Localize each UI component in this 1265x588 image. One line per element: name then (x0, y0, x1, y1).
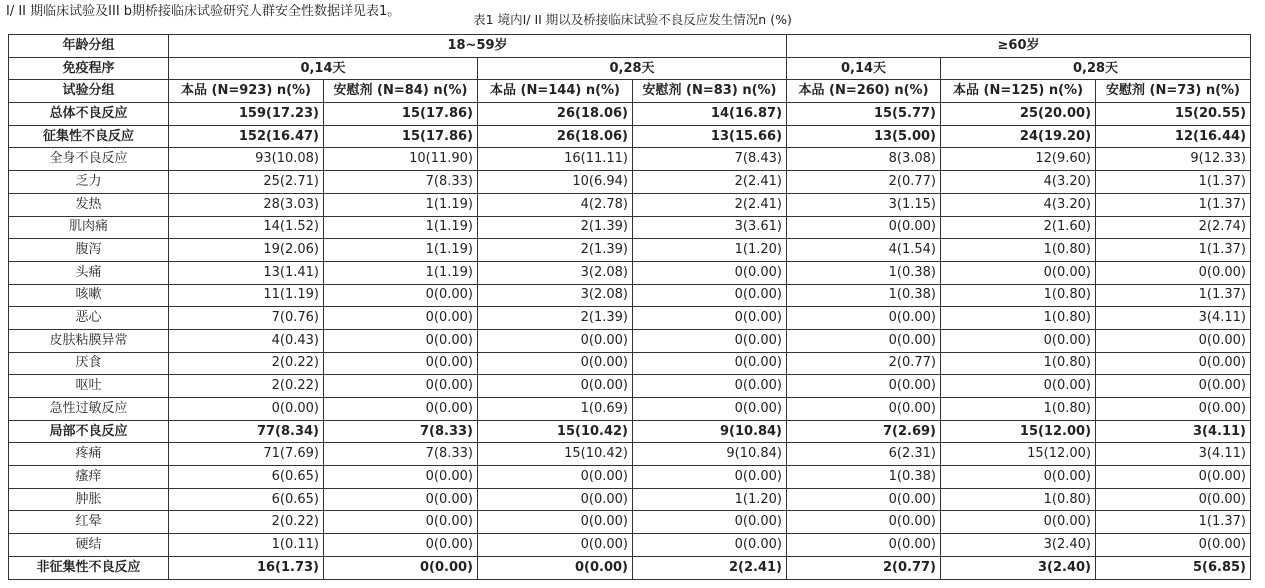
row-value-cell: 0(0.00) (633, 352, 787, 375)
row-label: 急性过敏反应 (9, 398, 169, 421)
row-value-cell: 10(6.94) (478, 171, 633, 194)
table-row (9, 171, 1251, 194)
row-label: 征集性不良反应 (9, 125, 169, 148)
row-label: 恶心 (9, 307, 169, 330)
row-value-cell: 2(1.39) (478, 239, 633, 262)
header-group-cell: 本品 (N=125) n(%) (941, 80, 1096, 103)
header-group-cell: 安慰剂 (N=84) n(%) (324, 80, 478, 103)
row-label: 厌食 (9, 352, 169, 375)
row-value-cell: 4(2.78) (478, 193, 633, 216)
row-value-cell: 0(0.00) (633, 398, 787, 421)
row-value-cell: 0(0.00) (941, 511, 1096, 534)
table-row (9, 556, 1251, 579)
row-value-cell: 0(0.00) (478, 466, 633, 489)
row-value-cell: 0(0.00) (478, 556, 633, 579)
row-value-cell: 12(16.44) (1096, 125, 1251, 148)
header-group-cell: 本品 (N=260) n(%) (787, 80, 941, 103)
row-label: 硬结 (9, 534, 169, 557)
row-value-cell: 10(11.90) (324, 148, 478, 171)
row-value-cell: 0(0.00) (633, 329, 787, 352)
row-value-cell: 1(0.38) (787, 284, 941, 307)
row-value-cell: 0(0.00) (633, 375, 787, 398)
row-value-cell: 0(0.00) (787, 329, 941, 352)
row-label: 全身不良反应 (9, 148, 169, 171)
intro-text: I/ II 期临床试验及III b期桥接临床试验研究人群安全性数据详见表1。 (6, 4, 401, 19)
row-value-cell: 16(11.11) (478, 148, 633, 171)
row-value-cell: 12(9.60) (941, 148, 1096, 171)
row-value-cell: 2(2.74) (1096, 216, 1251, 239)
row-value-cell: 1(1.19) (324, 239, 478, 262)
row-value-cell: 0(0.00) (324, 398, 478, 421)
header-row-age (9, 35, 1251, 58)
row-label: 红晕 (9, 511, 169, 534)
row-value-cell: 5(6.85) (1096, 556, 1251, 579)
header-row-group (9, 80, 1251, 103)
row-value-cell: 1(0.80) (941, 398, 1096, 421)
row-label: 咳嗽 (9, 284, 169, 307)
row-value-cell: 0(0.00) (787, 398, 941, 421)
table-row (9, 398, 1251, 421)
row-label: 肿胀 (9, 488, 169, 511)
row-value-cell: 13(15.66) (633, 125, 787, 148)
row-value-cell: 0(0.00) (1096, 398, 1251, 421)
row-value-cell: 2(1.39) (478, 307, 633, 330)
table-row (9, 125, 1251, 148)
row-value-cell: 7(8.33) (324, 420, 478, 443)
row-value-cell: 0(0.00) (478, 375, 633, 398)
row-value-cell: 0(0.00) (324, 375, 478, 398)
row-value-cell: 3(1.15) (787, 193, 941, 216)
header-row-schedule (9, 57, 1251, 80)
row-value-cell: 0(0.00) (941, 329, 1096, 352)
row-value-cell: 9(12.33) (1096, 148, 1251, 171)
row-value-cell: 14(16.87) (633, 103, 787, 126)
table-row (9, 193, 1251, 216)
row-label: 皮肤粘膜异常 (9, 329, 169, 352)
row-value-cell: 0(0.00) (787, 307, 941, 330)
row-value-cell: 19(2.06) (169, 239, 324, 262)
row-value-cell: 3(3.61) (633, 216, 787, 239)
row-value-cell: 6(0.65) (169, 466, 324, 489)
row-value-cell: 6(0.65) (169, 488, 324, 511)
row-value-cell: 0(0.00) (169, 398, 324, 421)
row-value-cell: 2(0.77) (787, 171, 941, 194)
row-value-cell: 93(10.08) (169, 148, 324, 171)
row-value-cell: 2(0.77) (787, 556, 941, 579)
row-value-cell: 0(0.00) (324, 534, 478, 557)
row-label: 腹泻 (9, 239, 169, 262)
row-label: 头痛 (9, 261, 169, 284)
row-value-cell: 0(0.00) (1096, 375, 1251, 398)
table-row (9, 307, 1251, 330)
row-label: 发热 (9, 193, 169, 216)
row-value-cell: 8(3.08) (787, 148, 941, 171)
row-value-cell: 2(0.22) (169, 511, 324, 534)
row-value-cell: 15(12.00) (941, 443, 1096, 466)
header-group-cell: 本品 (N=923) n(%) (169, 80, 324, 103)
row-value-cell: 77(8.34) (169, 420, 324, 443)
table-row (9, 284, 1251, 307)
header-schedule-0-28-young: 0,28天 (478, 57, 787, 80)
row-value-cell: 1(0.80) (941, 239, 1096, 262)
row-value-cell: 0(0.00) (324, 488, 478, 511)
table-row (9, 466, 1251, 489)
row-value-cell: 3(4.11) (1096, 307, 1251, 330)
row-value-cell: 0(0.00) (633, 307, 787, 330)
row-value-cell: 1(0.38) (787, 466, 941, 489)
row-value-cell: 0(0.00) (324, 466, 478, 489)
row-value-cell: 1(1.19) (324, 261, 478, 284)
row-value-cell: 1(1.37) (1096, 239, 1251, 262)
table-row (9, 103, 1251, 126)
table-row (9, 239, 1251, 262)
row-value-cell: 0(0.00) (324, 352, 478, 375)
row-value-cell: 0(0.00) (324, 511, 478, 534)
row-label: 疼痛 (9, 443, 169, 466)
row-value-cell: 2(0.22) (169, 375, 324, 398)
row-value-cell: 0(0.00) (1096, 534, 1251, 557)
row-value-cell: 13(5.00) (787, 125, 941, 148)
row-value-cell: 1(0.38) (787, 261, 941, 284)
row-value-cell: 15(20.55) (1096, 103, 1251, 126)
header-group-cell: 安慰剂 (N=83) n(%) (633, 80, 787, 103)
row-value-cell: 1(0.80) (941, 307, 1096, 330)
row-value-cell: 0(0.00) (787, 375, 941, 398)
table-row (9, 511, 1251, 534)
row-value-cell: 11(1.19) (169, 284, 324, 307)
header-label-age: 年龄分组 (9, 35, 169, 58)
row-value-cell: 3(4.11) (1096, 420, 1251, 443)
row-value-cell: 0(0.00) (941, 466, 1096, 489)
header-schedule-0-28-old: 0,28天 (941, 57, 1251, 80)
row-value-cell: 0(0.00) (787, 488, 941, 511)
row-value-cell: 2(1.60) (941, 216, 1096, 239)
table-row (9, 148, 1251, 171)
header-label-schedule: 免疫程序 (9, 57, 169, 80)
row-label: 肌肉痛 (9, 216, 169, 239)
row-value-cell: 1(1.37) (1096, 193, 1251, 216)
row-value-cell: 13(1.41) (169, 261, 324, 284)
row-value-cell: 2(2.41) (633, 193, 787, 216)
row-value-cell: 1(0.80) (941, 488, 1096, 511)
row-value-cell: 7(2.69) (787, 420, 941, 443)
row-value-cell: 0(0.00) (478, 329, 633, 352)
row-value-cell: 0(0.00) (324, 329, 478, 352)
row-value-cell: 3(2.08) (478, 261, 633, 284)
row-value-cell: 0(0.00) (1096, 329, 1251, 352)
row-value-cell: 1(1.20) (633, 488, 787, 511)
row-value-cell: 7(8.43) (633, 148, 787, 171)
row-value-cell: 16(1.73) (169, 556, 324, 579)
header-label-group: 试验分组 (9, 80, 169, 103)
row-value-cell: 0(0.00) (324, 307, 478, 330)
row-value-cell: 4(3.20) (941, 193, 1096, 216)
row-value-cell: 7(0.76) (169, 307, 324, 330)
table-row (9, 488, 1251, 511)
row-value-cell: 1(1.37) (1096, 511, 1251, 534)
row-value-cell: 0(0.00) (1096, 352, 1251, 375)
row-value-cell: 152(16.47) (169, 125, 324, 148)
row-label: 呕吐 (9, 375, 169, 398)
row-value-cell: 25(2.71) (169, 171, 324, 194)
row-value-cell: 6(2.31) (787, 443, 941, 466)
row-value-cell: 15(5.77) (787, 103, 941, 126)
header-group-cell: 安慰剂 (N=73) n(%) (1096, 80, 1251, 103)
table-row (9, 443, 1251, 466)
table-row (9, 216, 1251, 239)
row-value-cell: 0(0.00) (478, 488, 633, 511)
row-value-cell: 0(0.00) (787, 511, 941, 534)
row-value-cell: 24(19.20) (941, 125, 1096, 148)
row-value-cell: 0(0.00) (1096, 488, 1251, 511)
row-value-cell: 7(8.33) (324, 171, 478, 194)
row-label: 非征集性不良反应 (9, 556, 169, 579)
row-value-cell: 1(1.19) (324, 193, 478, 216)
row-value-cell: 9(10.84) (633, 443, 787, 466)
header-group-cell: 本品 (N=144) n(%) (478, 80, 633, 103)
row-value-cell: 0(0.00) (1096, 261, 1251, 284)
row-value-cell: 15(10.42) (478, 420, 633, 443)
row-value-cell: 7(8.33) (324, 443, 478, 466)
row-value-cell: 0(0.00) (633, 511, 787, 534)
row-value-cell: 0(0.00) (787, 534, 941, 557)
row-value-cell: 15(17.86) (324, 125, 478, 148)
header-schedule-0-14-young: 0,14天 (169, 57, 478, 80)
row-value-cell: 2(0.77) (787, 352, 941, 375)
row-value-cell: 0(0.00) (633, 534, 787, 557)
row-value-cell: 26(18.06) (478, 125, 633, 148)
row-value-cell: 71(7.69) (169, 443, 324, 466)
row-value-cell: 1(0.80) (941, 284, 1096, 307)
table-header (9, 35, 1251, 103)
adverse-reaction-table (8, 34, 1251, 580)
row-label: 总体不良反应 (9, 103, 169, 126)
row-value-cell: 1(0.80) (941, 352, 1096, 375)
header-age-18-59: 18~59岁 (169, 35, 787, 58)
row-value-cell: 4(0.43) (169, 329, 324, 352)
row-value-cell: 0(0.00) (633, 466, 787, 489)
row-value-cell: 1(1.19) (324, 216, 478, 239)
row-value-cell: 0(0.00) (324, 556, 478, 579)
row-label: 局部不良反应 (9, 420, 169, 443)
header-age-60-plus: ≥60岁 (787, 35, 1251, 58)
row-value-cell: 15(17.86) (324, 103, 478, 126)
row-value-cell: 0(0.00) (787, 216, 941, 239)
row-value-cell: 1(1.37) (1096, 171, 1251, 194)
row-value-cell: 3(2.08) (478, 284, 633, 307)
table-body (9, 103, 1251, 579)
row-value-cell: 1(0.11) (169, 534, 324, 557)
table-row (9, 329, 1251, 352)
row-value-cell: 0(0.00) (633, 261, 787, 284)
table-row (9, 534, 1251, 557)
row-value-cell: 0(0.00) (941, 375, 1096, 398)
row-value-cell: 0(0.00) (478, 534, 633, 557)
row-value-cell: 2(2.41) (633, 171, 787, 194)
row-value-cell: 3(2.40) (941, 556, 1096, 579)
row-value-cell: 14(1.52) (169, 216, 324, 239)
row-value-cell: 25(20.00) (941, 103, 1096, 126)
row-value-cell: 15(10.42) (478, 443, 633, 466)
table-row (9, 352, 1251, 375)
row-value-cell: 1(1.37) (1096, 284, 1251, 307)
table-row (9, 375, 1251, 398)
row-value-cell: 26(18.06) (478, 103, 633, 126)
header-schedule-0-14-old: 0,14天 (787, 57, 941, 80)
row-value-cell: 0(0.00) (478, 511, 633, 534)
row-value-cell: 28(3.03) (169, 193, 324, 216)
row-label: 乏力 (9, 171, 169, 194)
row-value-cell: 0(0.00) (324, 284, 478, 307)
row-value-cell: 2(2.41) (633, 556, 787, 579)
row-label: 瘙痒 (9, 466, 169, 489)
table-caption: 表1 境内I/ II 期以及桥接临床试验不良反应发生情况n (%) (473, 12, 792, 27)
row-value-cell: 4(3.20) (941, 171, 1096, 194)
row-value-cell: 0(0.00) (633, 284, 787, 307)
table-row (9, 261, 1251, 284)
row-value-cell: 3(4.11) (1096, 443, 1251, 466)
row-value-cell: 15(12.00) (941, 420, 1096, 443)
row-value-cell: 0(0.00) (478, 352, 633, 375)
row-value-cell: 2(1.39) (478, 216, 633, 239)
row-value-cell: 2(0.22) (169, 352, 324, 375)
row-value-cell: 9(10.84) (633, 420, 787, 443)
row-value-cell: 1(1.20) (633, 239, 787, 262)
row-value-cell: 3(2.40) (941, 534, 1096, 557)
row-value-cell: 0(0.00) (1096, 466, 1251, 489)
row-value-cell: 4(1.54) (787, 239, 941, 262)
row-value-cell: 1(0.69) (478, 398, 633, 421)
row-value-cell: 159(17.23) (169, 103, 324, 126)
table-row (9, 420, 1251, 443)
row-value-cell: 0(0.00) (941, 261, 1096, 284)
